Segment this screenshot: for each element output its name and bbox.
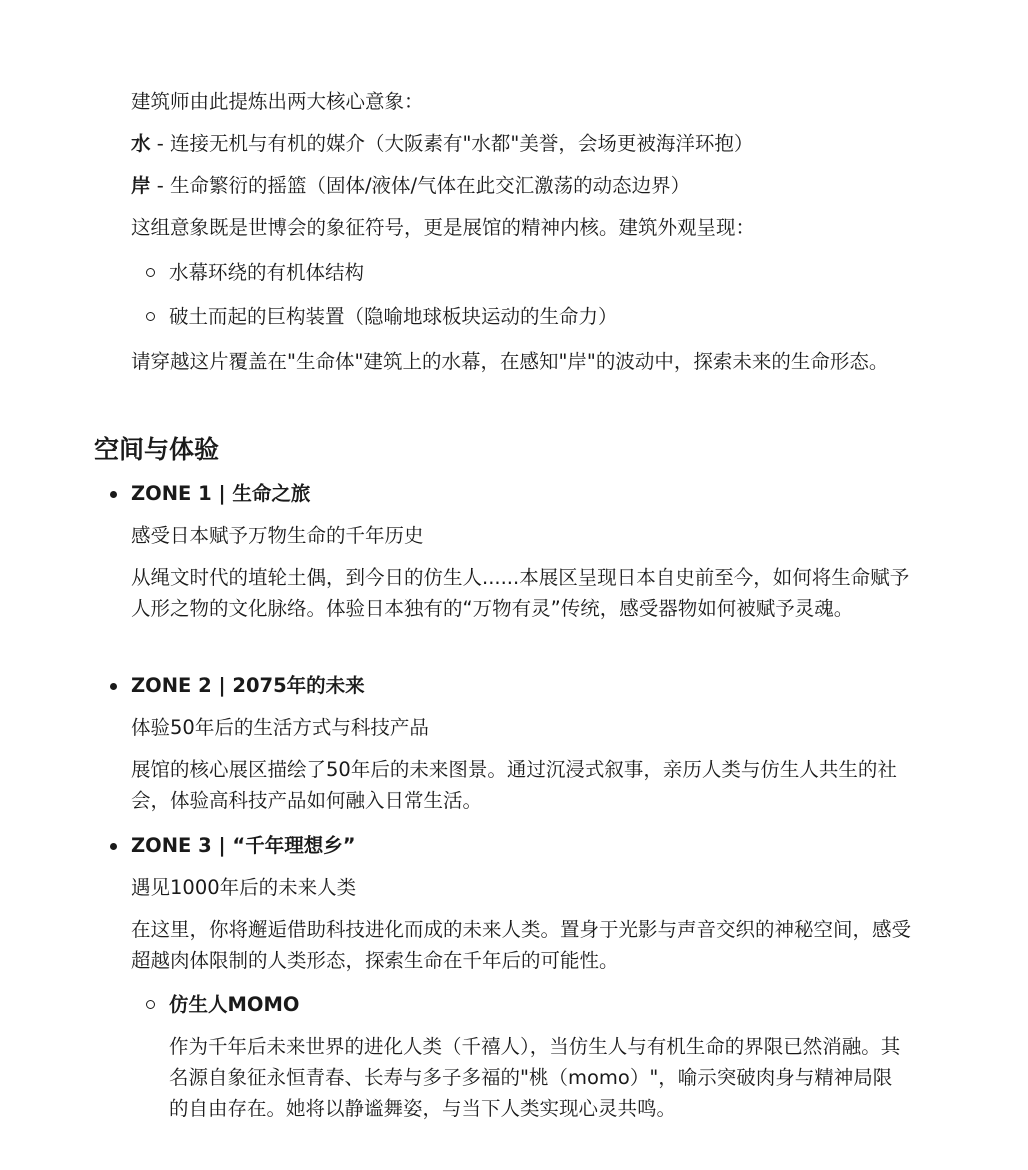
zone-title: ZONE 3 | “千年理想乡” [131,834,356,857]
intro-lead: 建筑师由此提炼出两大核心意象： [131,90,424,113]
sub-bullet-icon [146,312,155,321]
zone-title: ZONE 1 | 生命之旅 [131,482,311,505]
zone-body: 在这里，你将邂逅借助科技进化而成的未来人类。置身于光影与声音交织的神秘空间，感受超越肉体限制的人类形态，探索生命在千年后的可能性。 [131,918,912,972]
zone-title: ZONE 2 | 2075年的未来 [131,674,365,697]
water-line [131,128,921,159]
water-term: 水 [131,132,151,155]
feature-item: 破土而起的巨构装置（隐喻地球板块运动的生命力） [169,305,618,328]
bullet-icon [110,491,117,498]
momo-body: 作为千年后未来世界的进化人类（千禧人），当仿生人与有机生命的界限已然消融。其名源自象征永恒青春、长寿与多子多福的"桃（momo）"，喻示突破肉身与精神局限的自由存在。她将以静谧舞姿，与当下人类实现心灵共鸣。 [169,1035,901,1120]
zone-body: 从绳文时代的埴轮土偶，到今日的仿生人......本展区呈现日本自史前至今，如何将生命赋予人形之物的文化脉络。体验日本独有的“万物有灵”传统，感受器物如何被赋予灵魂。 [131,566,910,620]
sub-bullet-icon [146,1000,155,1009]
water-text: - 连接无机与有机的媒介（大阪素有"水都"美誉，会场更被海洋环抱） [150,132,754,155]
momo-title: 仿生人MOMO [169,993,300,1016]
intro-closing: 请穿越这片覆盖在"生命体"建筑上的水幕，在感知"岸"的波动中，探索未来的生命形态。 [131,350,889,373]
section-title: 空间与体验 [94,435,220,464]
zone-subtitle: 感受日本赋予万物生命的千年历史 [131,524,424,547]
zone-subtitle: 体验50年后的生活方式与科技产品 [131,716,429,739]
symbol-text: 这组意象既是世博会的象征符号，更是展馆的精神内核。建筑外观呈现： [131,216,756,239]
sub-bullet-icon [146,268,155,277]
shore-term: 岸 [131,174,151,197]
shore-line [131,170,921,201]
zone-subtitle: 遇见1000年后的未来人类 [131,876,357,899]
bullet-icon [110,843,117,850]
feature-item: 水幕环绕的有机体结构 [169,261,365,284]
bullet-icon [110,683,117,690]
zone-body: 展馆的核心展区描绘了50年后的未来图景。通过沉浸式叙事，亲历人类与仿生人共生的社会，体验高科技产品如何融入日常生活。 [131,758,897,812]
shore-text: - 生命繁衍的摇篮（固体/液体/气体在此交汇激荡的动态边界） [150,174,691,197]
